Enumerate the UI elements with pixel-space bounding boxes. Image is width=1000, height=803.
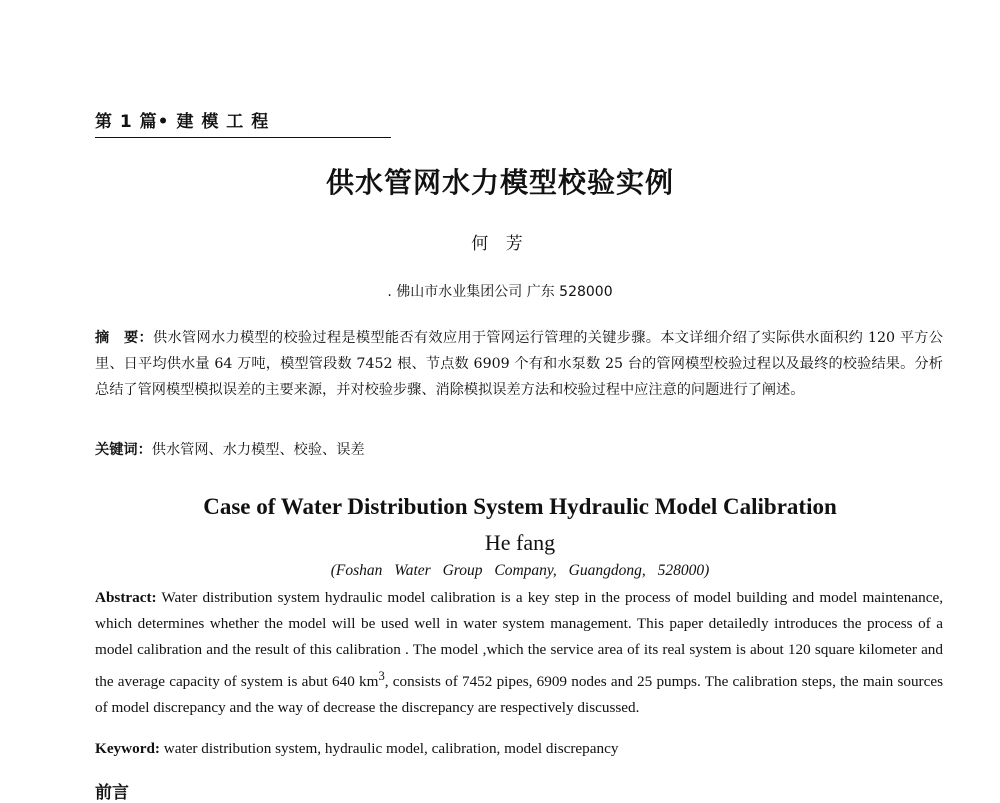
english-keywords-label: Keyword: (95, 740, 160, 757)
chinese-abstract-text: 供水管网水力模型的校验过程是模型能否有效应用于管网运行管理的关键步骤。本文详细介绍了实际供水面积约 120 平方公里、日平均供水量 64 万吨，模型管段数 7452 根、节点数 6909 个有和水泵数 25 台的管网模型校验过程以及最终的校验结果。分析总结了管网模型模拟误差的主要来源，并对校验步骤、消除模拟误差方法和校验过程中应注意的问题进行了阐述。 (95, 330, 943, 398)
english-abstract-text-2: , consists of 7452 pipes, 6909 nodes and 25 pumps. The calibration steps, the main sources of model discrepancy and the way of decrease the discrepancy are respectively discussed. (95, 673, 943, 717)
english-keywords (95, 736, 943, 762)
english-abstract-superscript: 3 (378, 669, 385, 683)
english-abstract (95, 585, 943, 721)
english-abstract-label: Abstract: (95, 589, 157, 606)
chinese-author: 何 芳 (471, 234, 529, 254)
chinese-affiliation: . 佛山市水业集团公司 广东 528000 (387, 284, 613, 300)
chinese-keywords-label: 关键词： (95, 442, 152, 458)
chinese-abstract-label: 摘 要： (95, 330, 153, 346)
english-author: He fang (484, 530, 556, 555)
english-abstract-text-1: Water distribution system hydraulic model calibration is a key step in the process of model building and model maintenance, which determines whether the model will be used well in water system management. This paper detailedly introduces the process of a model calibration and the result of this calibration . The model ,which the service area of its real system is about 120 square kilometer and the average capacity of system is abut 640 km (95, 589, 943, 691)
chinese-abstract (95, 325, 943, 403)
header-rule (95, 137, 391, 138)
english-title: Case of Water Distribution System Hydraulic Model Calibration (203, 494, 837, 519)
introduction-heading: 前言 (95, 783, 129, 803)
chinese-title: 供水管网水力模型校验实例 (325, 166, 674, 199)
section-header: 第 1 篇• 建 模 工 程 (95, 112, 270, 132)
english-keywords-text: water distribution system, hydraulic model, calibration, model discrepancy (159, 740, 619, 757)
chinese-keywords-text: 供水管网、水力模型、校验、误差 (151, 442, 365, 458)
chinese-keywords (95, 437, 943, 463)
english-affiliation: (Foshan Water Group Company, Guangdong, 528000) (330, 562, 710, 579)
